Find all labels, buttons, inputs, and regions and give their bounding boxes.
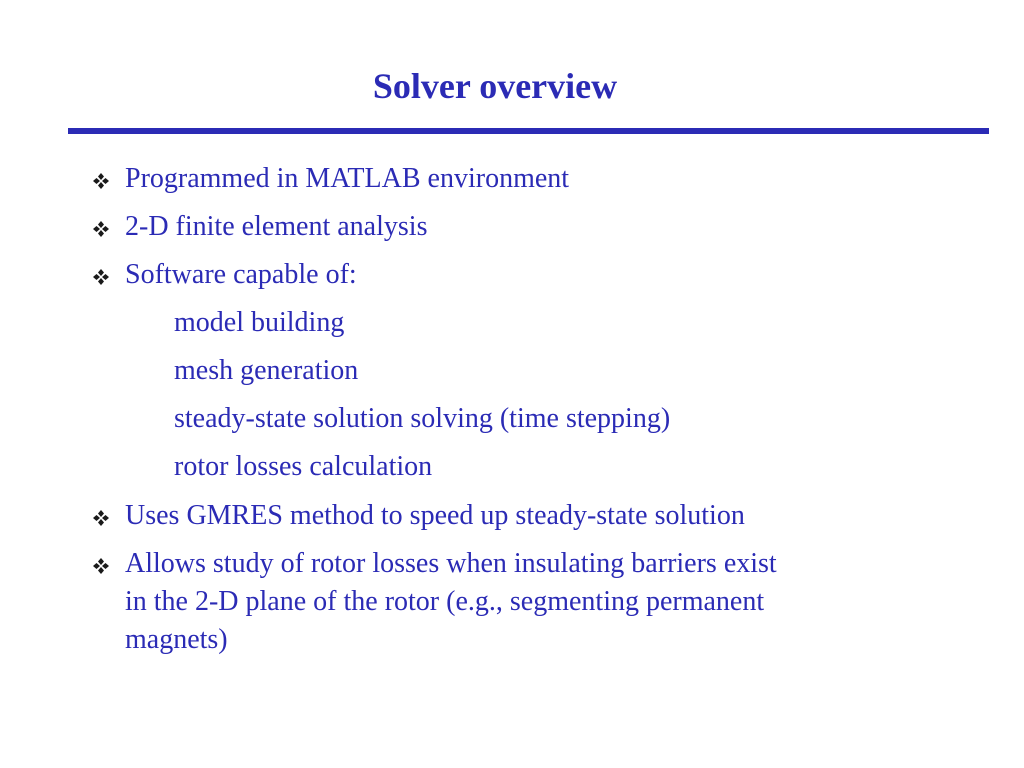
bullet-text: 2-D finite element analysis bbox=[125, 211, 428, 242]
four-diamond-bullet-icon bbox=[92, 268, 110, 286]
four-diamond-bullet-icon bbox=[92, 509, 110, 527]
bullet-text: Uses GMRES method to speed up steady-state solution bbox=[125, 500, 745, 531]
bullet-text-line: Allows study of rotor losses when insulating barriers exist bbox=[125, 548, 777, 579]
four-diamond-bullet-icon bbox=[92, 220, 110, 238]
sub-item: model building bbox=[174, 307, 345, 338]
title-divider bbox=[68, 128, 989, 134]
sub-item: mesh generation bbox=[174, 355, 359, 386]
bullet-text-line: magnets) bbox=[125, 624, 228, 655]
sub-item: rotor losses calculation bbox=[174, 451, 433, 482]
bullet-text-line: in the 2-D plane of the rotor (e.g., segmenting permanent bbox=[125, 586, 765, 617]
slide-title: Solver overview bbox=[372, 66, 618, 106]
sub-item: steady-state solution solving (time stepping) bbox=[174, 403, 671, 434]
four-diamond-bullet-icon bbox=[92, 557, 110, 575]
bullet-text: Programmed in MATLAB environment bbox=[125, 163, 570, 194]
four-diamond-bullet-icon bbox=[92, 172, 110, 190]
bullet-text: Software capable of: bbox=[125, 259, 357, 290]
